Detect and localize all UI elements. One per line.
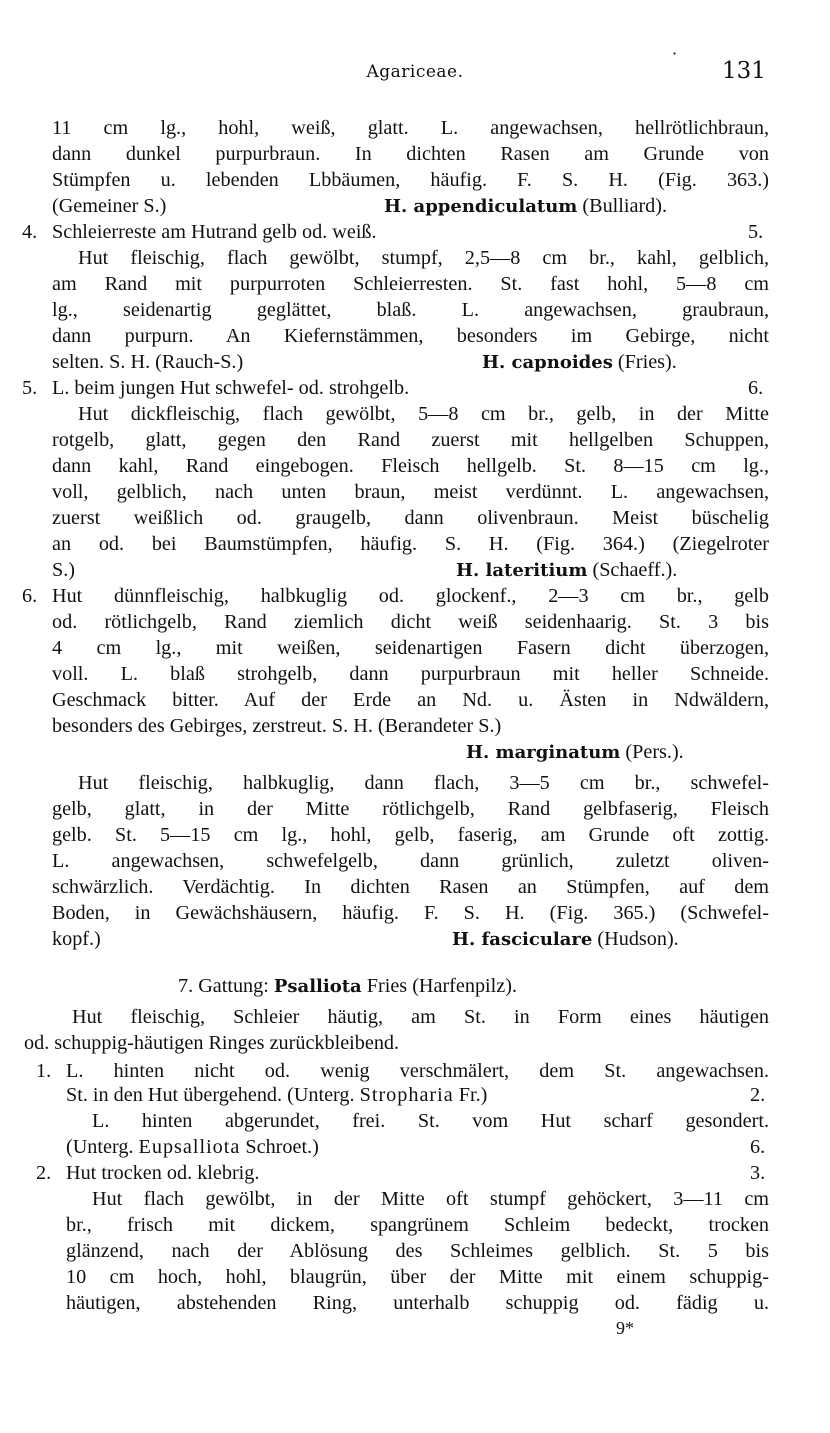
text-line: L. hinten abgerundet, frei. St. vom Hut scharf gesondert. — [92, 1110, 769, 1132]
text-line: kopf.) — [52, 928, 101, 950]
text-line: voll. L. blaß strohgelb, dann purpurbraun mit heller Schneide. — [52, 663, 769, 685]
species-author: (Pers.). — [625, 741, 684, 763]
species-name: H. marginatum — [466, 742, 621, 763]
species-line — [384, 193, 667, 220]
species-author: (Hudson). — [597, 928, 679, 950]
signature-mark: 9* — [616, 1318, 634, 1338]
subgenus-name: Eupsalliota — [138, 1136, 241, 1158]
key-number: 2. — [36, 1162, 52, 1184]
species-author: (Schaeff.). — [592, 559, 678, 581]
text-line: 11 cm lg., hohl, weiß, glatt. L. angewachsen, hellrötlichbraun, — [52, 117, 769, 139]
species-line — [482, 349, 677, 376]
text-line: od. schuppig-häutigen Ringes zurückbleibend. — [24, 1032, 400, 1054]
species-name: H. lateritium — [456, 560, 588, 581]
text-line: (Unterg. Eupsalliota Schroet.) — [66, 1136, 319, 1158]
text-line: häutigen, abstehenden Ring, unterhalb schuppig od. fädig u. — [66, 1292, 769, 1314]
running-header: Agariceae. — [366, 62, 464, 82]
key-reference: 3. — [750, 1162, 766, 1184]
key-reference: 2. — [750, 1084, 766, 1106]
key-reference: 5. — [748, 221, 764, 243]
text-line: 4 cm lg., mit weißen, seidenartigen Fasern dicht überzogen, — [52, 637, 769, 659]
text-line: dann dunkel purpurbraun. In dichten Rasen am Grunde von — [52, 143, 769, 165]
text-line: br., frisch mit dickem, spangrünem Schleim bedeckt, trocken — [66, 1214, 769, 1236]
text-line: S.) — [52, 559, 75, 581]
text-line: L. angewachsen, schwefelgelb, dann grünlich, zuletzt oliven- — [52, 850, 769, 872]
species-name: H. capnoides — [482, 352, 613, 373]
key-line: L. beim jungen Hut schwefel- od. strohgelb. — [52, 377, 410, 399]
key-line: Hut trocken od. klebrig. — [66, 1162, 260, 1184]
key-line: Schleierreste am Hutrand gelb od. weiß. — [52, 221, 377, 243]
text-line: an od. bei Baumstümpfen, häufig. S. H. (Fig. 364.) (Ziegelroter — [52, 533, 769, 555]
species-name: H. appendiculatum — [384, 196, 578, 217]
text-line: rotgelb, glatt, gegen den Rand zuerst mit hellgelben Schuppen, — [52, 429, 769, 451]
key-number: 4. — [22, 221, 38, 243]
text-line: zuerst weißlich od. graugelb, dann olivenbraun. Meist büschelig — [52, 507, 769, 529]
species-line — [466, 739, 684, 766]
text-line: Boden, in Gewächshäusern, häufig. F. S. H. (Fig. 365.) (Schwefel- — [52, 902, 769, 924]
book-page: · Agariceae. 131 11 cm lg., hohl, weiß, glatt. L. angewachsen, hellrötlichbraun, dann dunkel purpurbraun. In dichten Rasen am Grunde von Stümpfen u. lebenden Lbbäumen, häufig. F. S. H. (Fig. 363.) (Gemeiner S.) H. appendiculatum (Bulliard). 4. Schleierreste am Hutrand gelb od. weiß. 5. Hut fleischig, flach gewölbt, stumpf, 2,5—8 cm br., kahl, gelblich, am Rand mit purpurroten Schleierresten. St. fast hohl, 5—8 cm lg., seidenartig geglättet, blaß. L. angewachsen, graubraun, dann purpurn. An Kiefernstämmen, besonders im Gebirge, nicht selten. S. H. (Rauch-S.) H. capnoides (Fries). 5. L. beim jungen Hut schwefel- od. strohgelb. 6. Hut dickfleischig, flach gewölbt, 5—8 cm br., gelb, in der Mitte rotgelb, glatt, gegen den Rand zuerst mit hellgelben Schuppen, dann kahl, Rand eingebogen. Fleisch hellgelb. St. 8—15 cm lg., voll, gelblich, nach unten braun, meist verdünnt. L. angewachsen, zuerst weißlich od. graugelb, dann olivenbraun. Meist büschelig an od. bei Baumstümpfen, häufig. S. H. (Fig. 364.) (Ziegelroter S.) H. lateritium (Schaeff.). 6. Hut dünnfleischig, halbkuglig od. glockenf., 2—3 cm br., gelb od. rötlichgelb, Rand ziemlich dicht weiß seidenhaarig. St. 3 bis 4 cm lg., mit weißen, seidenartigen Fasern dicht überzogen, voll. L. blaß strohgelb, dann purpurbraun mit heller Schneide. Geschmack bitter. Auf der Erde an Nd. u. Ästen in Ndwäldern, besonders des Gebirges, zerstreut. S. H. (Berandeter S.) H. marginatum (Pers.). Hut fleischig, halbkuglig, dann flach, 3—5 cm br., schwefel- gelb, glatt, in der Mitte rötlichgelb, Rand gelbfaserig, Fleisch gelb. St. 5—15 cm lg., hohl, gelb, faserig, am Grunde oft zottig. L. angewachsen, schwefelgelb, dann grünlich, zuletzt oliven- schwärzlich. Verdächtig. In dichten Rasen an Stümpfen, auf dem Boden, in Gewächshäusern, häufig. F. S. H. (Fig. 365.) (Schwefel- kopf.) H. fasciculare (Hudson). 7. Gattung: Psalliota Fries (Harfenpilz). Hut fleischig, Schleier häutig, am St. in Form eines häutigen od. schuppig-häutigen Ringes zurückbleibend. 1. L. hinten nicht od. wenig verschmälert, dem St. angewachsen. St. in den Hut übergehend. (Unterg. Stropharia Fr.) 2. L. hinten abgerundet, frei. St. vom Hut scharf gesondert. (Unterg. Eupsalliota Schroet.) 6. 2. Hut trocken od. klebrig. 3. Hut flach gewölbt, in der Mitte oft stumpf gehöckert, 3—11 cm br., frisch mit dickem, spangrünem Schleim bedeckt, trocken glänzend, nach der Ablösung des Schleimes gelblich. St. 5 bis 10 cm hoch, hohl, blaugrün, über der Mitte mit einem schuppig- häutigen, abstehenden Ring, unterhalb schuppig od. fädig u. 9* — [0, 0, 830, 1433]
text-line: Hut fleischig, flach gewölbt, stumpf, 2,5—8 cm br., kahl, gelblich, — [78, 247, 769, 269]
text-line: Hut fleischig, Schleier häutig, am St. in Form eines häutigen — [72, 1006, 769, 1028]
text-line: 10 cm hoch, hohl, blaugrün, über der Mitte mit einem schuppig- — [66, 1266, 769, 1288]
text-line: (Gemeiner S.) — [52, 195, 167, 217]
key-reference: 6. — [750, 1136, 766, 1158]
page-number: 131 — [722, 58, 766, 84]
text-line: lg., seidenartig geglättet, blaß. L. angewachsen, graubraun, — [52, 299, 769, 321]
text-line: voll, gelblich, nach unten braun, meist verdünnt. L. angewachsen, — [52, 481, 769, 503]
text-line: gelb. St. 5—15 cm lg., hohl, gelb, faserig, am Grunde oft zottig. — [52, 824, 769, 846]
key-line: Hut dünnfleischig, halbkuglig od. glockenf., 2—3 cm br., gelb — [52, 585, 769, 607]
text-line: Geschmack bitter. Auf der Erde an Nd. u. Ästen in Ndwäldern, — [52, 689, 769, 711]
subgenus-name: Stropharia — [359, 1084, 454, 1106]
species-author: (Fries). — [617, 351, 677, 373]
text-line: am Rand mit purpurroten Schleierresten. St. fast hohl, 5—8 cm — [52, 273, 769, 295]
text-line: glänzend, nach der Ablösung des Schleimes gelblich. St. 5 bis — [66, 1240, 769, 1262]
text-line: od. rötlichgelb, Rand ziemlich dicht weiß seidenhaarig. St. 3 bis — [52, 611, 769, 633]
text-line: schwärzlich. Verdächtig. In dichten Rasen an Stümpfen, auf dem — [52, 876, 769, 898]
key-reference: 6. — [748, 377, 764, 399]
key-number: 5. — [22, 377, 38, 399]
text-line: Hut flach gewölbt, in der Mitte oft stumpf gehöckert, 3—11 cm — [92, 1188, 769, 1210]
text-line: St. in den Hut übergehend. (Unterg. Stropharia Fr.) — [66, 1084, 488, 1106]
species-line — [456, 557, 677, 584]
species-author: (Bulliard). — [582, 195, 668, 217]
key-number: 6. — [22, 585, 38, 607]
text-line: besonders des Gebirges, zerstreut. S. H. (Berandeter S.) — [52, 715, 502, 737]
genus-name: Psalliota — [273, 976, 362, 997]
text-line: Stümpfen u. lebenden Lbbäumen, häufig. F. S. H. (Fig. 363.) — [52, 169, 769, 191]
species-line — [452, 926, 679, 953]
text-line: Hut dickfleischig, flach gewölbt, 5—8 cm br., gelb, in der Mitte — [78, 403, 769, 425]
text-line: dann kahl, Rand eingebogen. Fleisch hellgelb. St. 8—15 cm lg., — [52, 455, 769, 477]
text-line: dann purpurn. An Kiefernstämmen, besonders im Gebirge, nicht — [52, 325, 769, 347]
text-line: Hut fleischig, halbkuglig, dann flach, 3—5 cm br., schwefel- — [78, 772, 769, 794]
species-name: H. fasciculare — [452, 929, 593, 950]
key-number: 1. — [36, 1060, 52, 1082]
key-line: L. hinten nicht od. wenig verschmälert, dem St. angewachsen. — [66, 1060, 769, 1082]
text-line: selten. S. H. (Rauch-S.) — [52, 351, 244, 373]
text-line: gelb, glatt, in der Mitte rötlichgelb, Rand gelbfaserig, Fleisch — [52, 798, 769, 820]
genus-heading: 7. Gattung: Psalliota Fries (Harfenpilz). — [178, 975, 518, 997]
